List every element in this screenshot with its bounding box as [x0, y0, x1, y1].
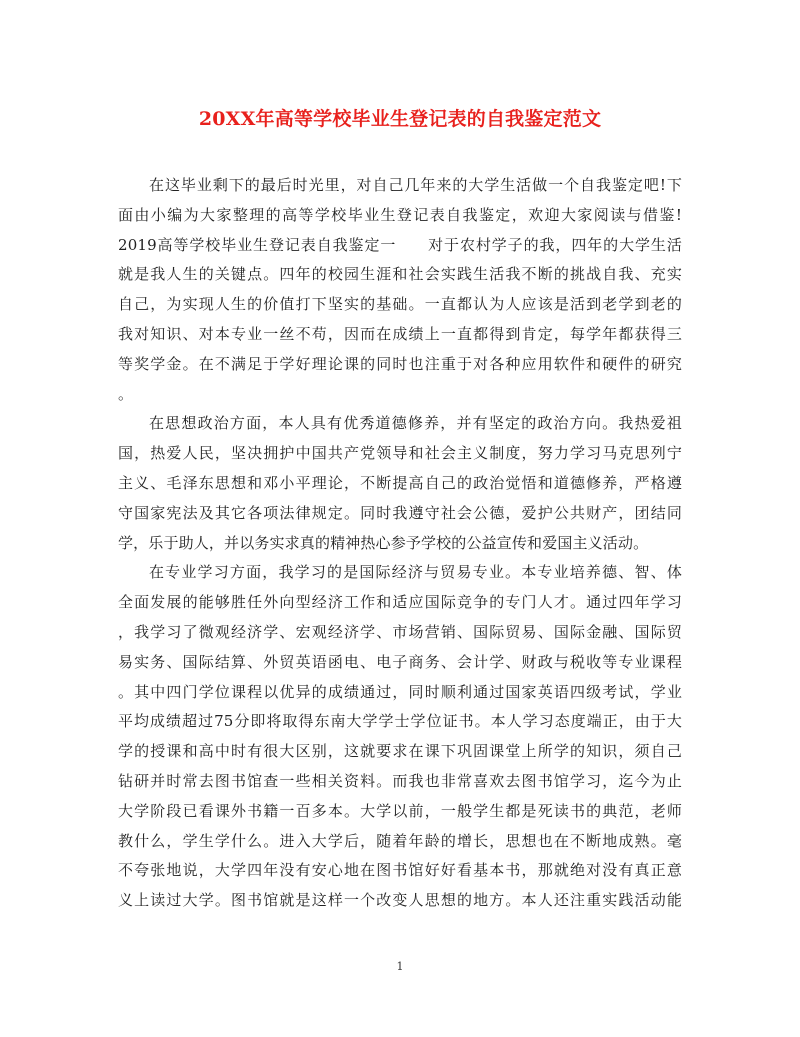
body-line: 主义、毛泽东思想和邓小平理论，不断提高自己的政治觉悟和道德修养，严格遵: [118, 473, 682, 492]
body-line: 学的授课和高中时有很大区别，这就要求在课下巩固课堂上所学的知识，须自己: [118, 742, 682, 761]
body-line: 义上读过大学。图书馆就是这样一个改变人思想的地方。本人还注重实践活动能: [118, 891, 682, 910]
body-line: 不夸张地说，大学四年没有安心地在图书馆好好看基本书，那就绝对没有真正意: [118, 861, 682, 880]
page-number: 1: [396, 960, 404, 973]
body-line: 自己，为实现人生的价值打下坚实的基础。一直都认为人应该是活到老学到老的: [118, 295, 682, 314]
body-line: 全面发展的能够胜任外向型经济工作和适应国际竞争的专门人才。通过四年学习: [118, 593, 682, 612]
body-line: 。: [118, 384, 134, 403]
body-line: 平均成绩超过75分即将取得东南大学学士学位证书。本人学习态度端正，由于大: [118, 712, 682, 731]
body-line: 我对知识、对本专业一丝不苟，因而在成绩上一直都得到肯定，每学年都获得三: [118, 324, 682, 343]
body-line: 2019高等学校毕业生登记表自我鉴定一 对于农村学子的我，四年的大学生活: [118, 235, 682, 254]
body-line: 学，乐于助人，并以务实求真的精神热心参予学校的公益宣传和爱国主义活动。: [118, 533, 649, 552]
body-line: 国，热爱人民，坚决拥护中国共产党领导和社会主义制度，努力学习马克思列宁: [118, 444, 682, 463]
body-line: ，我学习了微观经济学、宏观经济学、市场营销、国际贸易、国际金融、国际贸: [118, 622, 682, 641]
body-line: 钻研并时常去图书馆查一些相关资料。而我也非常喜欢去图书馆学习，迄今为止: [118, 771, 682, 790]
body-line: 面由小编为大家整理的高等学校毕业生登记表自我鉴定，欢迎大家阅读与借鉴!: [118, 205, 682, 224]
body-line: 守国家宪法及其它各项法律规定。同时我遵守社会公德，爱护公共财产，团结同: [118, 503, 682, 522]
document-body: [118, 171, 682, 916]
body-line: 在专业学习方面，我学习的是国际经济与贸易专业。本专业培养德、智、体: [149, 563, 682, 582]
body-line: 就是我人生的关键点。四年的校园生涯和社会实践生活我不断的挑战自我、充实: [118, 265, 682, 284]
body-line: 在思想政治方面，本人具有优秀道德修养，并有坚定的政治方向。我热爱祖: [149, 414, 682, 433]
body-line: 在这毕业剩下的最后时光里，对自己几年来的大学生活做一个自我鉴定吧!下: [149, 176, 682, 194]
body-line: 大学阶段已看课外书籍一百多本。大学以前，一般学生都是死读书的典范，老师: [118, 801, 682, 820]
document-title: 20XX年高等学校毕业生登记表的自我鉴定范文: [198, 108, 602, 130]
body-line: 。其中四门学位课程以优异的成绩通过，同时顺利通过国家英语四级考试，学业: [118, 682, 682, 701]
body-line: 等奖学金。在不满足于学好理论课的同时也注重于对各种应用软件和硬件的研究: [118, 354, 682, 373]
body-line: 易实务、国际结算、外贸英语函电、电子商务、会计学、财政与税收等专业课程: [118, 652, 682, 671]
body-line: 教什么，学生学什么。进入大学后，随着年龄的增长，思想也在不断地成熟。毫: [118, 831, 682, 850]
